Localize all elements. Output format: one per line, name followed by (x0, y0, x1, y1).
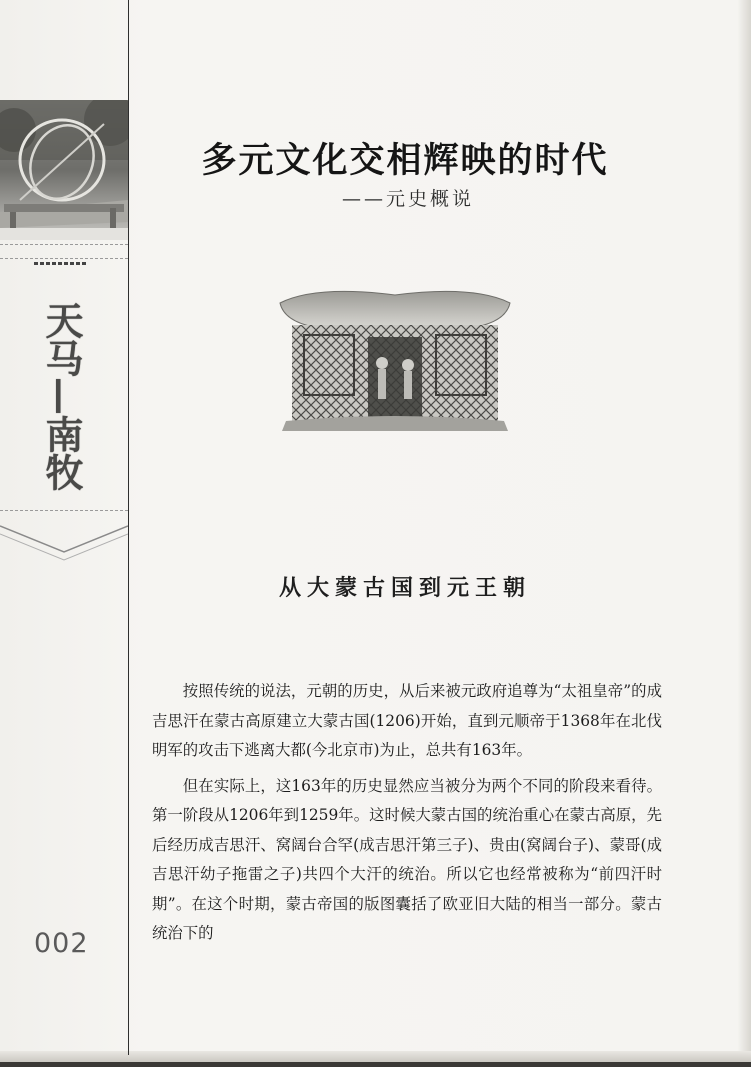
section-heading: 从大蒙古国到元王朝 (278, 575, 531, 601)
sidebar-divider (128, 0, 129, 1055)
body-text (152, 677, 662, 955)
sidebar-title (28, 262, 94, 521)
sidebar-rule-bottom (0, 510, 128, 511)
sidebar-title-ornament (34, 262, 88, 265)
paragraph-1: 按照传统的说法，元朝的历史，从后来被元政府追尊为“太祖皇帝”的成吉思汗在蒙古高原建立大蒙古国(1206)开始，直到元顺帝于1368年在北伐明军的攻击下逃离大都(今北京市)为止，总共有163年。 (152, 682, 662, 759)
pillow-center-scene (368, 337, 422, 417)
page-bottom-shadow (0, 1062, 751, 1067)
page-title: 多元文化交相辉映的时代 (201, 140, 609, 181)
chevron-down-icon (0, 512, 128, 562)
page-right-edge (737, 0, 751, 1067)
sidebar-vertical-title: 天马—南牧 (39, 301, 84, 491)
sidebar-rule-top (0, 244, 128, 245)
page-number: 002 (34, 928, 89, 959)
porcelain-pillow-image (276, 285, 514, 431)
paragraph-2: 但在实际上，这163年的历史显然应当被分为两个不同的阶段来看待。第一阶段从1206年到1259年。这时候大蒙古国的统治重心在蒙古高原，先后经历成吉思汗、窝阔台合罕(成吉思汗第三子)、贵由(窝阔台子)、蒙哥(成吉思汗幼子拖雷之子)共四个大汗的统治。所以它也经常被称为“前四汗时期”。在这个时期，蒙古帝国的版图囊括了欧亚旧大陆的相当一部分。蒙古统治下的 (152, 776, 662, 942)
armillary-sphere-photo (0, 100, 128, 240)
page-subtitle: ——元史概说 (342, 188, 475, 210)
pillow-top (280, 291, 510, 327)
sidebar-rule-mid (0, 258, 128, 259)
